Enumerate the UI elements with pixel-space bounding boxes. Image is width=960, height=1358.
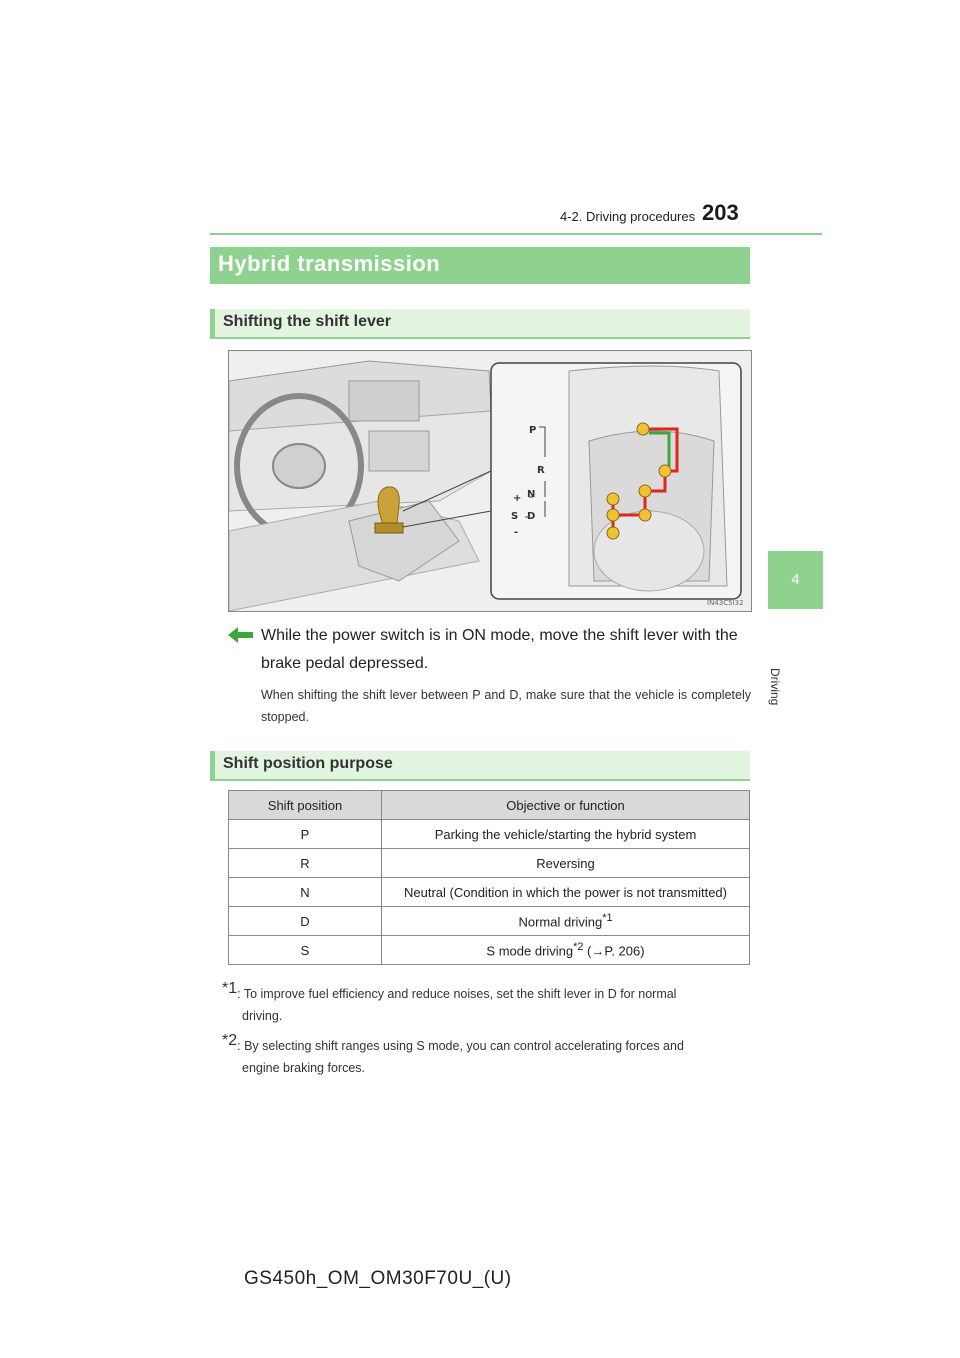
cell-function: Reversing — [382, 849, 750, 878]
section-heading-shifting — [210, 309, 750, 339]
footnote-mark: *1 — [222, 980, 238, 997]
cell-function: Parking the vehicle/starting the hybrid system — [382, 820, 750, 849]
gate-label-plus: + — [513, 493, 522, 504]
table-row — [229, 849, 750, 878]
cell-function-text: S mode driving — [486, 943, 574, 959]
step-note: When shifting the shift lever between P and D, make sure that the vehicle is completely stopped. — [261, 688, 751, 724]
gate-label-r: R — [537, 465, 545, 476]
section-heading-purpose — [210, 751, 750, 781]
footnote-2 — [222, 1030, 750, 1079]
main-heading: Hybrid transmission — [218, 251, 441, 276]
table-row — [229, 878, 750, 907]
gate-label-minus: - — [514, 527, 519, 538]
document-code: GS450h_OM_OM30F70U_(U) — [244, 1268, 512, 1289]
table-header-row — [229, 791, 750, 820]
cell-function-text: Normal driving — [518, 914, 603, 930]
shift-lever-drawing — [229, 351, 751, 611]
footnote-ref: *2 — [573, 941, 584, 954]
section-heading-text: Shifting the shift lever — [223, 313, 392, 330]
chapter-label: Driving — [768, 668, 782, 706]
footnote-text: : By selecting shift ranges using S mode, you can control accelerating forces and — [237, 1039, 684, 1054]
table-row — [229, 820, 750, 849]
footnote-continuation: engine braking forces. — [242, 1061, 365, 1076]
illustration-code: IN43C5I32 — [707, 599, 744, 607]
step-instruction: While the power switch is in ON mode, move the shift lever with the brake pedal depressed. — [261, 627, 738, 672]
page-reference-link[interactable]: (→P. 206) — [583, 943, 645, 959]
gate-label-p: P — [529, 425, 537, 436]
gate-label-s: S — [511, 511, 519, 522]
footnote-1 — [222, 978, 750, 1027]
footnote-mark: *2 — [222, 1032, 238, 1049]
column-header-position: Shift position — [229, 791, 382, 820]
chapter-tab — [768, 551, 823, 609]
footnote-ref: *1 — [602, 912, 613, 925]
cell-position: R — [229, 849, 382, 878]
table-row — [229, 936, 750, 965]
column-header-function: Objective or function — [382, 791, 750, 820]
heading-accent — [210, 309, 215, 339]
main-heading-bar — [210, 247, 750, 284]
page-number: 203 — [702, 200, 739, 225]
shift-lever-illustration — [228, 350, 752, 612]
cell-position: N — [229, 878, 382, 907]
cell-function — [382, 907, 750, 936]
cell-position: P — [229, 820, 382, 849]
gate-label-n: N — [527, 489, 536, 500]
table-row — [229, 907, 750, 936]
footnote-text: : To improve fuel efficiency and reduce noises, set the shift lever in D for normal — [237, 987, 677, 1002]
section-heading-text: Shift position purpose — [223, 755, 393, 772]
cell-function — [382, 936, 750, 965]
heading-accent — [210, 751, 215, 781]
step-arrow-icon — [228, 627, 253, 643]
footnote-continuation: driving. — [242, 1009, 283, 1024]
cell-position: S — [229, 936, 382, 965]
shift-position-table — [228, 790, 750, 965]
chapter-number: 4 — [791, 571, 800, 588]
chapter-label-container — [752, 620, 792, 706]
cell-function: Neutral (Condition in which the power is not transmitted) — [382, 878, 750, 907]
header-divider — [210, 233, 822, 235]
section-reference: 4-2. Driving procedures — [560, 209, 696, 224]
gate-label-d: D — [527, 511, 536, 522]
cell-position: D — [229, 907, 382, 936]
